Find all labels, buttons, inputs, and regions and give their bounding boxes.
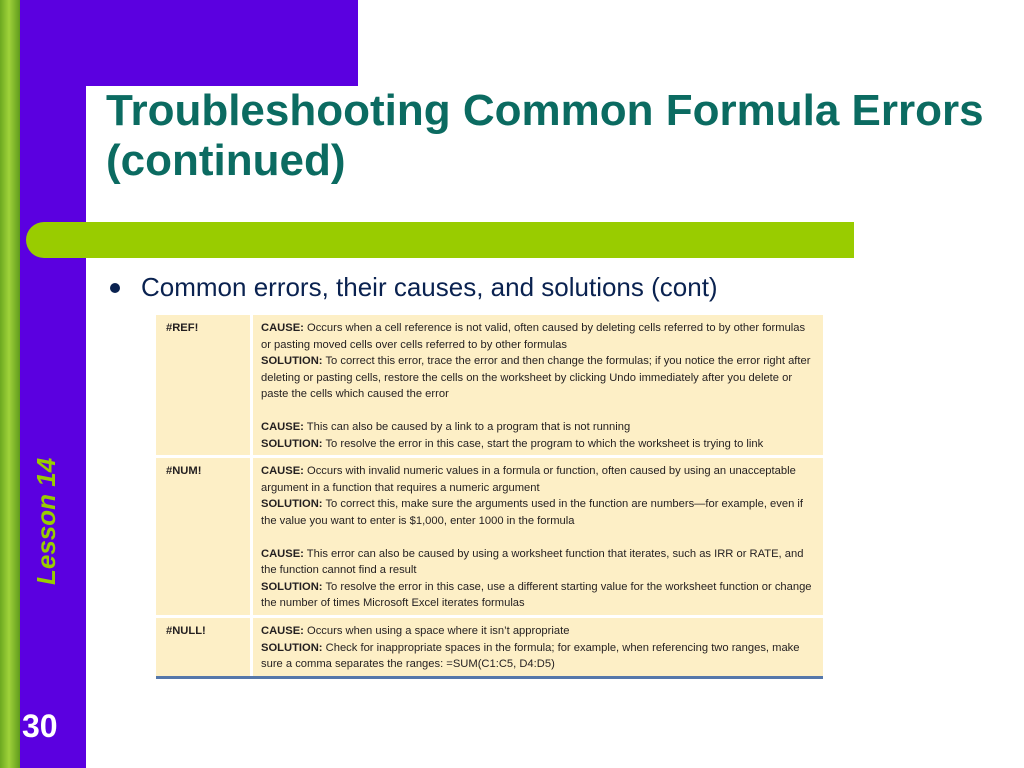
cause-text: Occurs when a cell reference is not valid, often caused by deleting cells referred to by other formulas or pasting moved cells over cells referred to by other formulas	[261, 322, 806, 351]
decorative-green-strip	[0, 0, 20, 768]
table-row	[156, 315, 823, 455]
solution-label: SOLUTION:	[261, 641, 323, 654]
error-code: #NULL!	[156, 615, 253, 676]
bullet-text: Common errors, their causes, and solutions (cont)	[141, 272, 718, 302]
cause-text: Occurs with invalid numeric values in a formula or function, often caused by using an unacceptable argument in a function that requires a numeric argument	[261, 465, 796, 494]
errors-table	[156, 315, 823, 679]
solution-text: To resolve the error in this case, start the program to which the worksheet is trying to link	[325, 437, 764, 450]
title-underline-bar	[26, 222, 854, 258]
decorative-purple-sidebar	[20, 0, 86, 768]
slide-number: 30	[22, 708, 58, 744]
solution-label: SOLUTION:	[261, 355, 323, 368]
error-code: #NUM!	[156, 455, 253, 615]
table-row	[156, 615, 823, 676]
bullet-point	[110, 272, 718, 303]
cause-label: CAUSE:	[261, 465, 304, 478]
cause-text: This error can also be caused by using a worksheet function that iterates, such as IRR or RATE, and the function cannot find a result	[261, 547, 804, 577]
solution-text: To resolve the error in this case, use a different starting value for the worksheet function or change the number of times Microsoft Excel iterates formulas	[261, 580, 812, 610]
solution-text: To correct this, make sure the arguments used in the function are numbers—for example, even if the value you want to enter is $1,000, enter 1000 in the formula	[261, 498, 804, 527]
cause-label: CAUSE:	[261, 624, 304, 637]
error-description	[253, 455, 823, 615]
table-row	[156, 455, 823, 615]
solution-text: To correct this error, trace the error and then change the formulas; if you notice the error right after deleting or pasting cells, restore the cells on the worksheet by clicking Undo immediately after you delete or paste the cells which caused the error	[261, 355, 811, 401]
cause-label: CAUSE:	[261, 547, 304, 560]
cause-text: This can also be caused by a link to a program that is not running	[306, 420, 631, 433]
solution-label: SOLUTION:	[261, 437, 323, 450]
cause-text: Occurs when using a space where it isn’t appropriate	[307, 624, 570, 637]
decorative-purple-header	[20, 0, 358, 86]
lesson-label: Lesson 14	[31, 457, 61, 585]
solution-label: SOLUTION:	[261, 498, 323, 511]
bullet-dot-icon	[110, 283, 120, 293]
cause-label: CAUSE:	[261, 322, 304, 334]
error-description	[253, 315, 823, 455]
solution-text: Check for inappropriate spaces in the formula; for example, when referencing two ranges, make sure a comma separates the ranges: =SUM(C1:C5, D4:D5)	[261, 641, 800, 671]
slide-title: Troubleshooting Common Formula Errors (continued)	[106, 86, 984, 185]
error-description	[253, 615, 823, 676]
error-code: #REF!	[156, 315, 253, 455]
solution-label: SOLUTION:	[261, 580, 323, 593]
cause-label: CAUSE:	[261, 420, 304, 433]
